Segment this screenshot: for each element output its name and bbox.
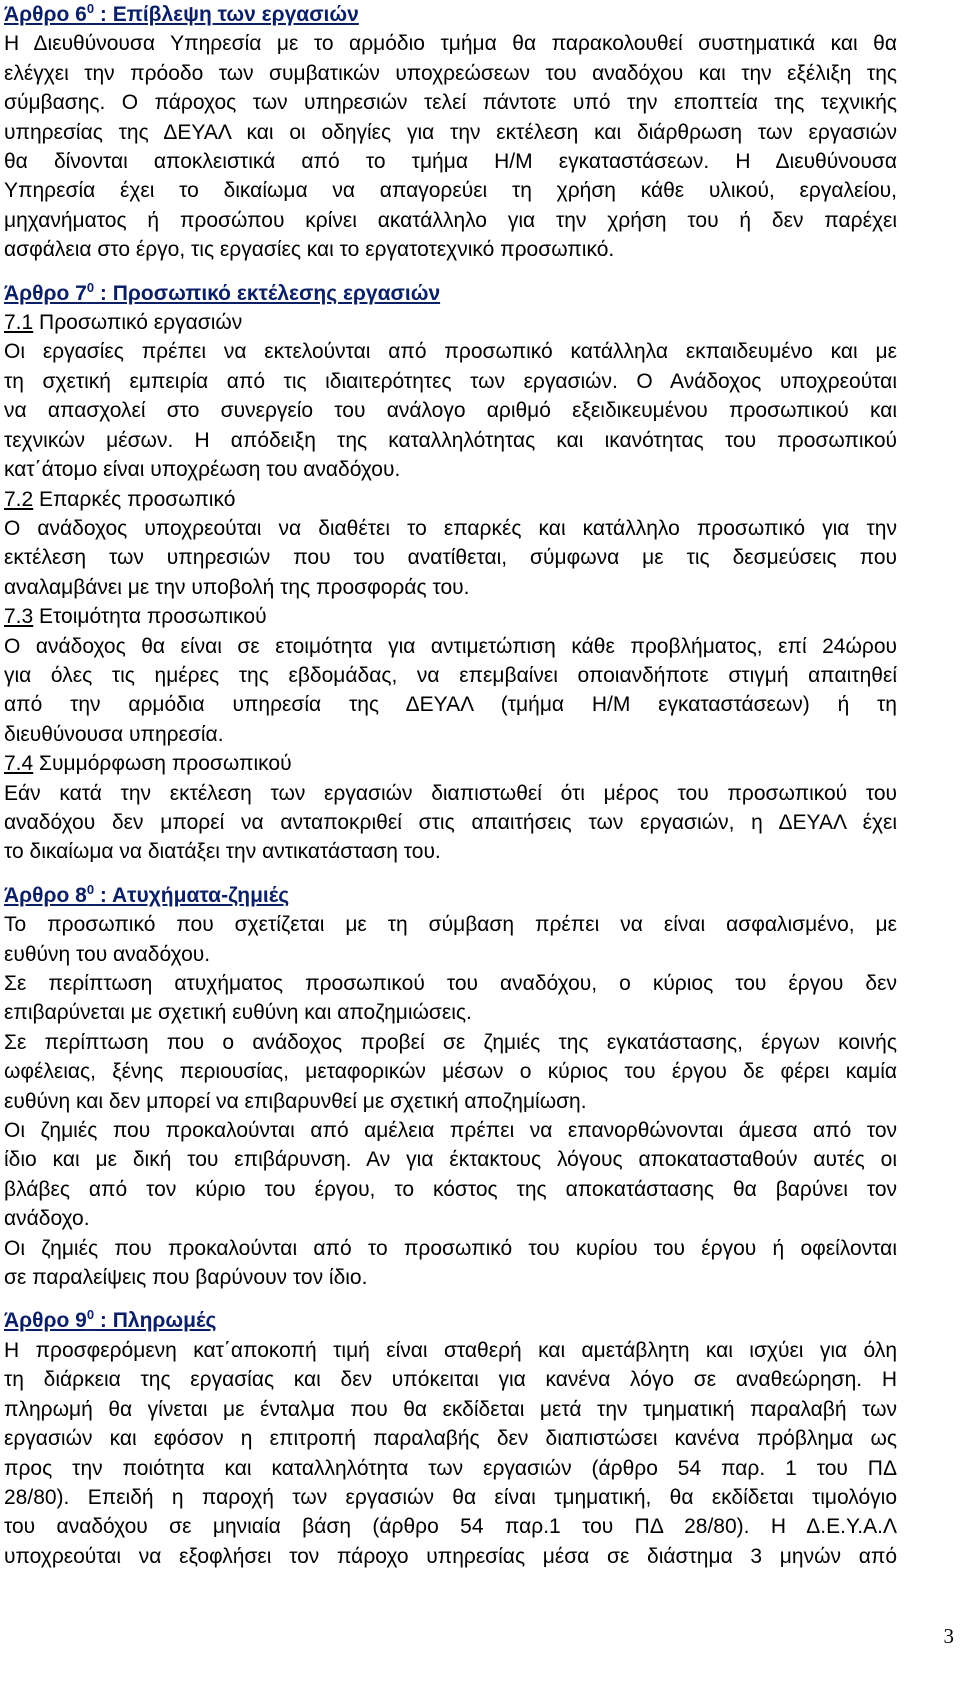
- paragraph-line: σε παραλείψεις που βαρύνουν τον ίδιο.: [4, 1266, 368, 1290]
- paragraph-line: Υπηρεσία έχει το δικαίωμα να απαγορεύει τη χρήση κάθε υλικού, εργαλείου,: [4, 179, 897, 203]
- paragraph-line: Ο ανάδοχος θα είναι σε ετοιμότητα για αντιμετώπιση κάθε προβλήματος, επί 24ώρου: [4, 634, 897, 658]
- paragraph-line: αναδόχου δεν μπορεί να ανταποκριθεί στις απαιτήσεις των εργασιών, η ΔΕΥΑΛ έχει: [4, 810, 897, 834]
- paragraph-line: τη διάρκεια της εργασίας και δεν υπόκειται για κανένα λόγο σε αναθεώρηση. Η: [4, 1368, 897, 1392]
- document-page: [4, 0, 897, 1571]
- paragraph-line: θα δίνονται αποκλειστικά από το τμήμα Η/Μ εγκαταστάσεων. Η Διευθύνουσα: [4, 150, 897, 174]
- paragraph-line: πληρωμή θα γίνεται με ένταλμα που θα εκδίδεται μετά την τμηματική παραλαβή των: [4, 1397, 897, 1421]
- paragraph-line: μηχανήματος ή προσώπου κρίνει ακατάλληλο για την χρήση του ή δεν παρέχει: [4, 208, 897, 232]
- paragraph-line: Ο ανάδοχος υποχρεούται να διαθέτει το επαρκές και κατάλληλο προσωπικό για την: [4, 516, 897, 540]
- article-6-heading: Άρθρο $6^0$ : Επίβλεψη των εργασιών: [4, 1, 359, 26]
- paragraph-line: του αναδόχου σε μηνιαία βάση (άρθρο 54 παρ.1 του ΠΔ 28/80). Η Δ.Ε.Υ.Α.Λ: [4, 1515, 897, 1539]
- page-number: 3: [943, 1624, 954, 1648]
- paragraph-line: ανάδοχο.: [4, 1207, 90, 1231]
- paragraph-line: ασφάλεια στο έργο, τις εργασίες και το εργατοτεχνικό προσωπικό.: [4, 238, 615, 262]
- paragraph-line: Σε περίπτωση ατυχήματος προσωπικού του αναδόχου, ο κύριος του έργου δεν: [4, 972, 897, 995]
- paragraph-line: σύμβασης. Ο πάροχος των υπηρεσιών τελεί πάντοτε υπό την εποπτεία της τεχνικής: [4, 91, 897, 115]
- paragraph-line: να απασχολεί στο συνεργείο του ανάλογο αριθμό εξειδικευμένου προσωπικού και: [4, 399, 897, 423]
- paragraph-line: υπηρεσίας της ΔΕΥΑΛ και οι οδηγίες για την εκτέλεση και διάρθρωση των εργασιών: [4, 120, 897, 144]
- paragraph-line: 28/80). Επειδή η παροχή των εργασιών θα είναι τμηματική, θα εκδίδεται τιμολόγιο: [4, 1485, 897, 1509]
- paragraph-line: επιβαρύνεται με σχετική ευθύνη και αποζημιώσεις.: [4, 1001, 472, 1025]
- paragraph-line: τεχνικών μέσων. Η απόδειξη της καταλληλότητας και ικανότητας του προσωπικού: [4, 428, 897, 452]
- paragraph-line: ωφέλειας, ξένης περιουσίας, μεταφορικών μέσων ο κύριος του έργου δε φέρει καμία: [4, 1060, 897, 1084]
- article-9-heading: Άρθρο $9^0$ : Πληρωμές: [4, 1307, 217, 1333]
- paragraph-line: τη σχετική εμπειρία από τις ιδιαιτερότητες των εργασιών. Ο Ανάδοχος υποχρεούται: [4, 369, 897, 393]
- paragraph-line: ελέγχει την πρόοδο των συμβατικών υποχρεώσεων του αναδόχου και την εξέλιξη της: [4, 61, 897, 85]
- paragraph-line: Οι εργασίες πρέπει να εκτελούνται από προσωπικό κατάλληλα εκπαιδευμένο και με: [4, 340, 897, 364]
- paragraph-line: υποχρεούται να εξοφλήσει τον πάροχο υπηρεσίας μέσα σε διάστημα 3 μηνών από: [4, 1544, 897, 1568]
- paragraph-line: προς την ποιότητα και καταλληλότητα των εργασιών (άρθρο 54 παρ. 1 του ΠΔ: [4, 1456, 897, 1480]
- paragraph-line: από την αρμόδια υπηρεσία της ΔΕΥΑΛ (τμήμα Η/Μ εγκαταστάσεων) ή τη: [4, 693, 897, 717]
- article-7-heading: Άρθρο $7^0$ : Προσωπικό εκτέλεσης εργασιών: [4, 279, 441, 305]
- paragraph-line: για όλες τις ημέρες της εβδομάδας, να επεμβαίνει οποιανδήποτε στιγμή απαιτηθεί: [4, 663, 897, 687]
- paragraph-line: Σε περίπτωση που ο ανάδοχος προβεί σε ζημιές της εγκατάστασης, έργων κοινής: [4, 1030, 897, 1054]
- paragraph-line: Εάν κατά την εκτέλεση των εργασιών διαπιστωθεί ότι μέρος του προσωπικού του: [4, 781, 897, 805]
- paragraph-line: ίδιο και με δική του επιβάρυνση. Αν για έκτακτους λόγους αποκατασταθούν αυτές οι: [4, 1148, 897, 1172]
- article-8-heading: Άρθρο $8^0$ : Ατυχήματα-ζημιές: [4, 881, 290, 907]
- paragraph-line: βλάβες από τον κύριο του έργου, το κόστος της αποκατάστασης θα βαρύνει τον: [4, 1177, 897, 1201]
- paragraph-line: αναλαμβάνει με την υποβολή της προσφοράς του.: [4, 575, 470, 599]
- paragraph-line: κατ΄άτομο είναι υποχρέωση του αναδόχου.: [4, 458, 401, 482]
- section-7-2-title: 7.2 Επαρκές προσωπικό: [4, 487, 236, 511]
- paragraph-line: ευθύνη του αναδόχου.: [4, 942, 211, 966]
- paragraph-line: εργασιών και εφόσον η επιτροπή παραλαβής δεν διαπιστώσει κανένα πρόβλημα ως: [4, 1427, 897, 1451]
- section-7-4-title: 7.4 Συμμόρφωση προσωπικού: [4, 752, 292, 776]
- paragraph-line: εκτέλεση των υπηρεσιών που του ανατίθεται, σύμφωνα με τις δεσμεύσεις που: [4, 546, 897, 570]
- paragraph-line: ευθύνη και δεν μπορεί να επιβαρυνθεί με σχετική αποζημίωση.: [4, 1089, 587, 1113]
- paragraph-line: διευθύνουσα υπηρεσία.: [4, 722, 224, 746]
- paragraph-line: Η Διευθύνουσα Υπηρεσία με το αρμόδιο τμήμα θα παρακολουθεί συστηματικά και θα: [4, 32, 897, 56]
- paragraph-line: Το προσωπικό που σχετίζεται με τη σύμβαση πρέπει να είναι ασφαλισμένο, με: [4, 913, 897, 937]
- article-6-body: [4, 29, 897, 264]
- paragraph-line: το δικαίωμα να διατάξει την αντικατάσταση του.: [4, 840, 441, 864]
- paragraph-line: Οι ζημιές που προκαλούνται από το προσωπικό του κυρίου του έργου ή οφείλονται: [4, 1236, 897, 1260]
- section-7-1-title: 7.1 Προσωπικό εργασιών: [4, 311, 243, 335]
- section-7-3-title: 7.3 Ετοιμότητα προσωπικού: [4, 605, 267, 629]
- paragraph-line: Οι ζημιές που προκαλούνται από αμέλεια πρέπει να επανορθώνονται άμεσα από τον: [4, 1119, 897, 1143]
- paragraph-line: Η προσφερόμενη κατ΄αποκοπή τιμή είναι σταθερή και αμετάβλητη και ισχύει για όλη: [4, 1338, 897, 1362]
